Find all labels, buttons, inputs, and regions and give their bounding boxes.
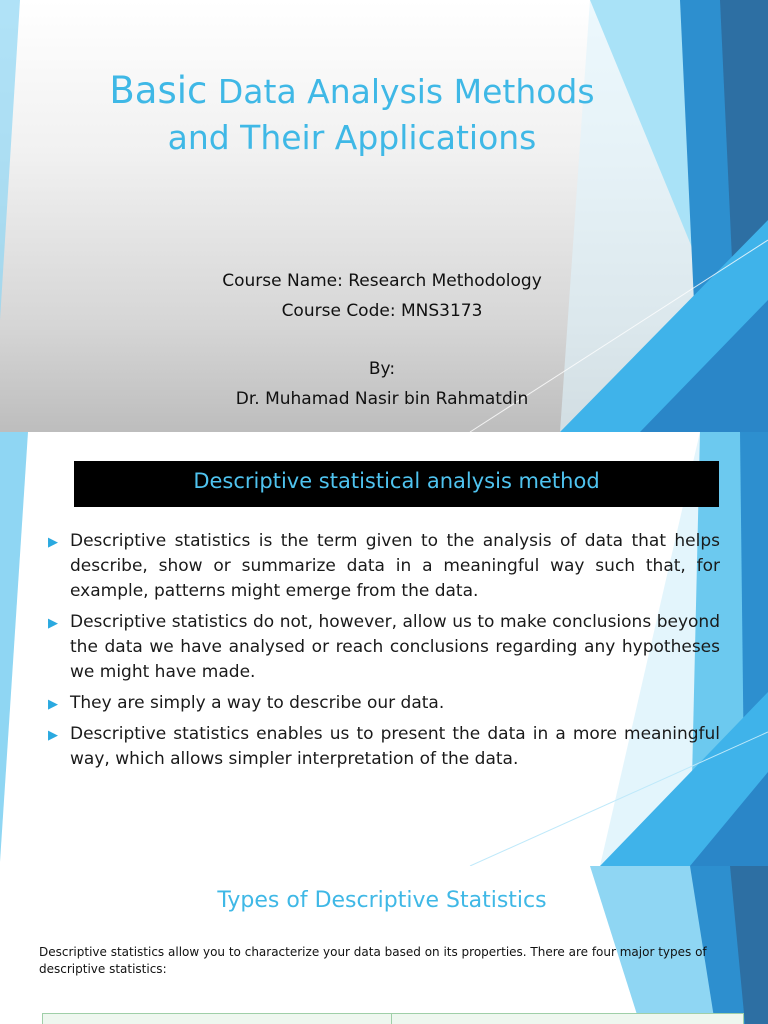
arrow-right-icon: ▶	[48, 697, 58, 712]
author-name: Dr. Muhamad Nasir bin Rahmatdin	[235, 389, 529, 409]
descriptive-method-slide	[0, 432, 768, 866]
course-info	[140, 266, 624, 414]
title-line2: and Their Applications	[167, 118, 537, 157]
list-item	[48, 529, 720, 604]
list-item	[48, 722, 720, 772]
course-code: Course Code: MNS3173	[281, 301, 483, 321]
bullet-text: They are simply a way to describe our data.	[70, 693, 445, 713]
bullet-text: Descriptive statistics is the term given to the analysis of data that helps describe, show or summarize data in a meaningful way such that, for example, patterns might emerge from the data.	[70, 531, 720, 601]
course-name: Course Name: Research Methodology	[222, 271, 542, 291]
types-table	[42, 1013, 744, 1024]
spacer	[140, 326, 624, 354]
arrow-right-icon: ▶	[48, 616, 58, 631]
bullet-text: Descriptive statistics do not, however, allow us to make conclusions beyond the data we have analysed or reach conclusions regarding any hypotheses we might have made.	[70, 612, 720, 682]
slide-title	[40, 68, 664, 161]
bullet-text: Descriptive statistics enables us to present the data in a more meaningful way, which allows simpler interpretation of the data.	[70, 724, 720, 769]
list-item	[48, 691, 720, 716]
title-line1-rest: Data Analysis Methods	[207, 72, 595, 111]
types-slide	[0, 866, 768, 1024]
table-divider	[391, 1014, 392, 1024]
arrow-right-icon: ▶	[48, 728, 58, 743]
bullet-list	[48, 529, 720, 778]
title-first-word: Basic	[109, 69, 208, 112]
arrow-right-icon: ▶	[48, 535, 58, 550]
slide-subtitle: Types of Descriptive Statistics	[217, 888, 547, 913]
intro-paragraph: Descriptive statistics allow you to characterize your data based on its properties. There are four major types of descriptive statistics:	[39, 945, 707, 976]
by-label: By:	[368, 359, 396, 379]
list-item	[48, 610, 720, 685]
title-slide	[0, 0, 768, 432]
section-header: Descriptive statistical analysis method	[74, 461, 719, 507]
